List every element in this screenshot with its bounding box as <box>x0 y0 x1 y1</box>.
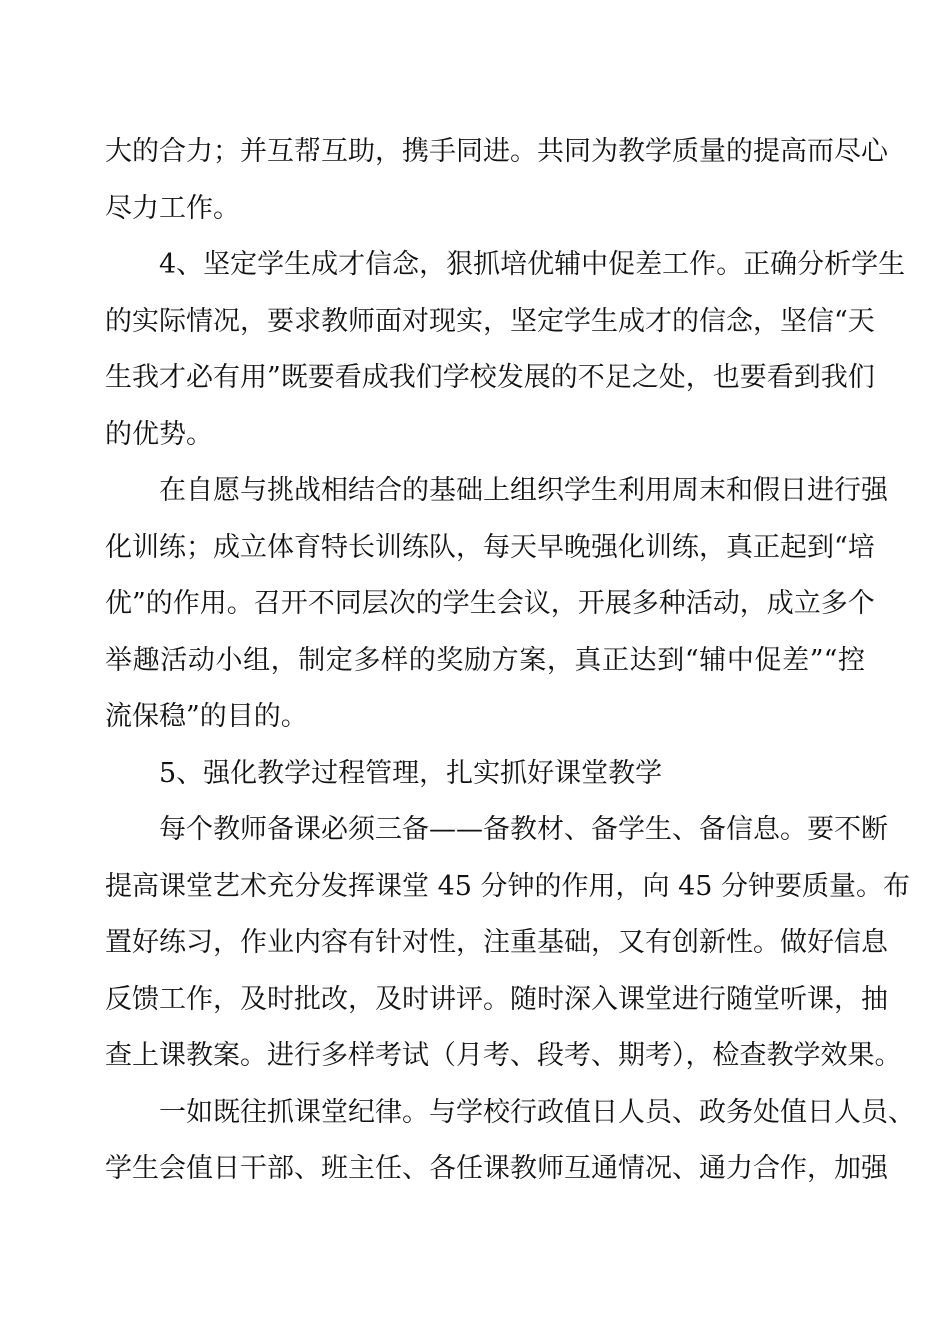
text-line: 尽力工作。 <box>105 192 240 224</box>
text-line: 的优势。 <box>105 418 213 450</box>
paragraph-6 <box>105 1085 915 1198</box>
section-heading: 5、强化教学过程管理，扎实抓好课堂教学 <box>159 757 663 789</box>
text-line: 大的合力；并互帮互助，携手同进。共同为教学质量的提高而尽心 <box>105 136 888 167</box>
text-line: 反馈工作，及时批改，及时讲评。随时深入课堂进行随堂听课，抽 <box>105 983 888 1015</box>
text-line: 在自愿与挑战相结合的基础上组织学生利用周末和假日进行强 <box>159 475 888 506</box>
text-line: 查上课教案。进行多样考试（月考、段考、期考），检查教学效果。 <box>105 1040 902 1071</box>
text-line: 4、坚定学生成才信念，狠抓培优辅中促差工作。正确分析学生 <box>159 249 906 280</box>
text-line: 每个教师备课必须三备——备教材、备学生、备信息。要不断 <box>159 814 888 845</box>
paragraph-3 <box>105 463 888 746</box>
text-line: 置好练习，作业内容有针对性，注重基础，又有创新性。做好信息 <box>105 927 888 958</box>
text-line: 化训练；成立体育特长训练队，每天早晚强化训练，真正起到“培 <box>105 531 875 563</box>
paragraph-4-heading <box>105 746 865 803</box>
document-body <box>105 124 915 1198</box>
text-line: 流保稳”的目的。 <box>105 701 308 732</box>
text-line: 优”的作用。召开不同层次的学生会议，开展多种活动，成立多个 <box>105 588 875 619</box>
paragraph-2 <box>105 237 906 463</box>
text-line: 的实际情况，要求教师面对现实，坚定学生成才的信念，坚信“天 <box>105 305 875 337</box>
text-line: 学生会值日干部、班主任、各任课教师互通情况、通力合作，加强 <box>105 1153 888 1184</box>
text-line: 提高课堂艺术充分发挥课堂 45 分钟的作用，向 45 分钟要质量。布 <box>105 870 911 902</box>
text-line: 一如既往抓课堂纪律。与学校行政值日人员、政务处值日人员、 <box>159 1096 915 1128</box>
paragraph-5 <box>105 802 911 1085</box>
text-line: 举趣活动小组，制定多样的奖励方案，真正达到“辅中促差”“控 <box>105 644 865 676</box>
paragraph-1 <box>105 124 888 237</box>
text-line: 生我才必有用”既要看成我们学校发展的不足之处，也要看到我们 <box>105 362 875 393</box>
